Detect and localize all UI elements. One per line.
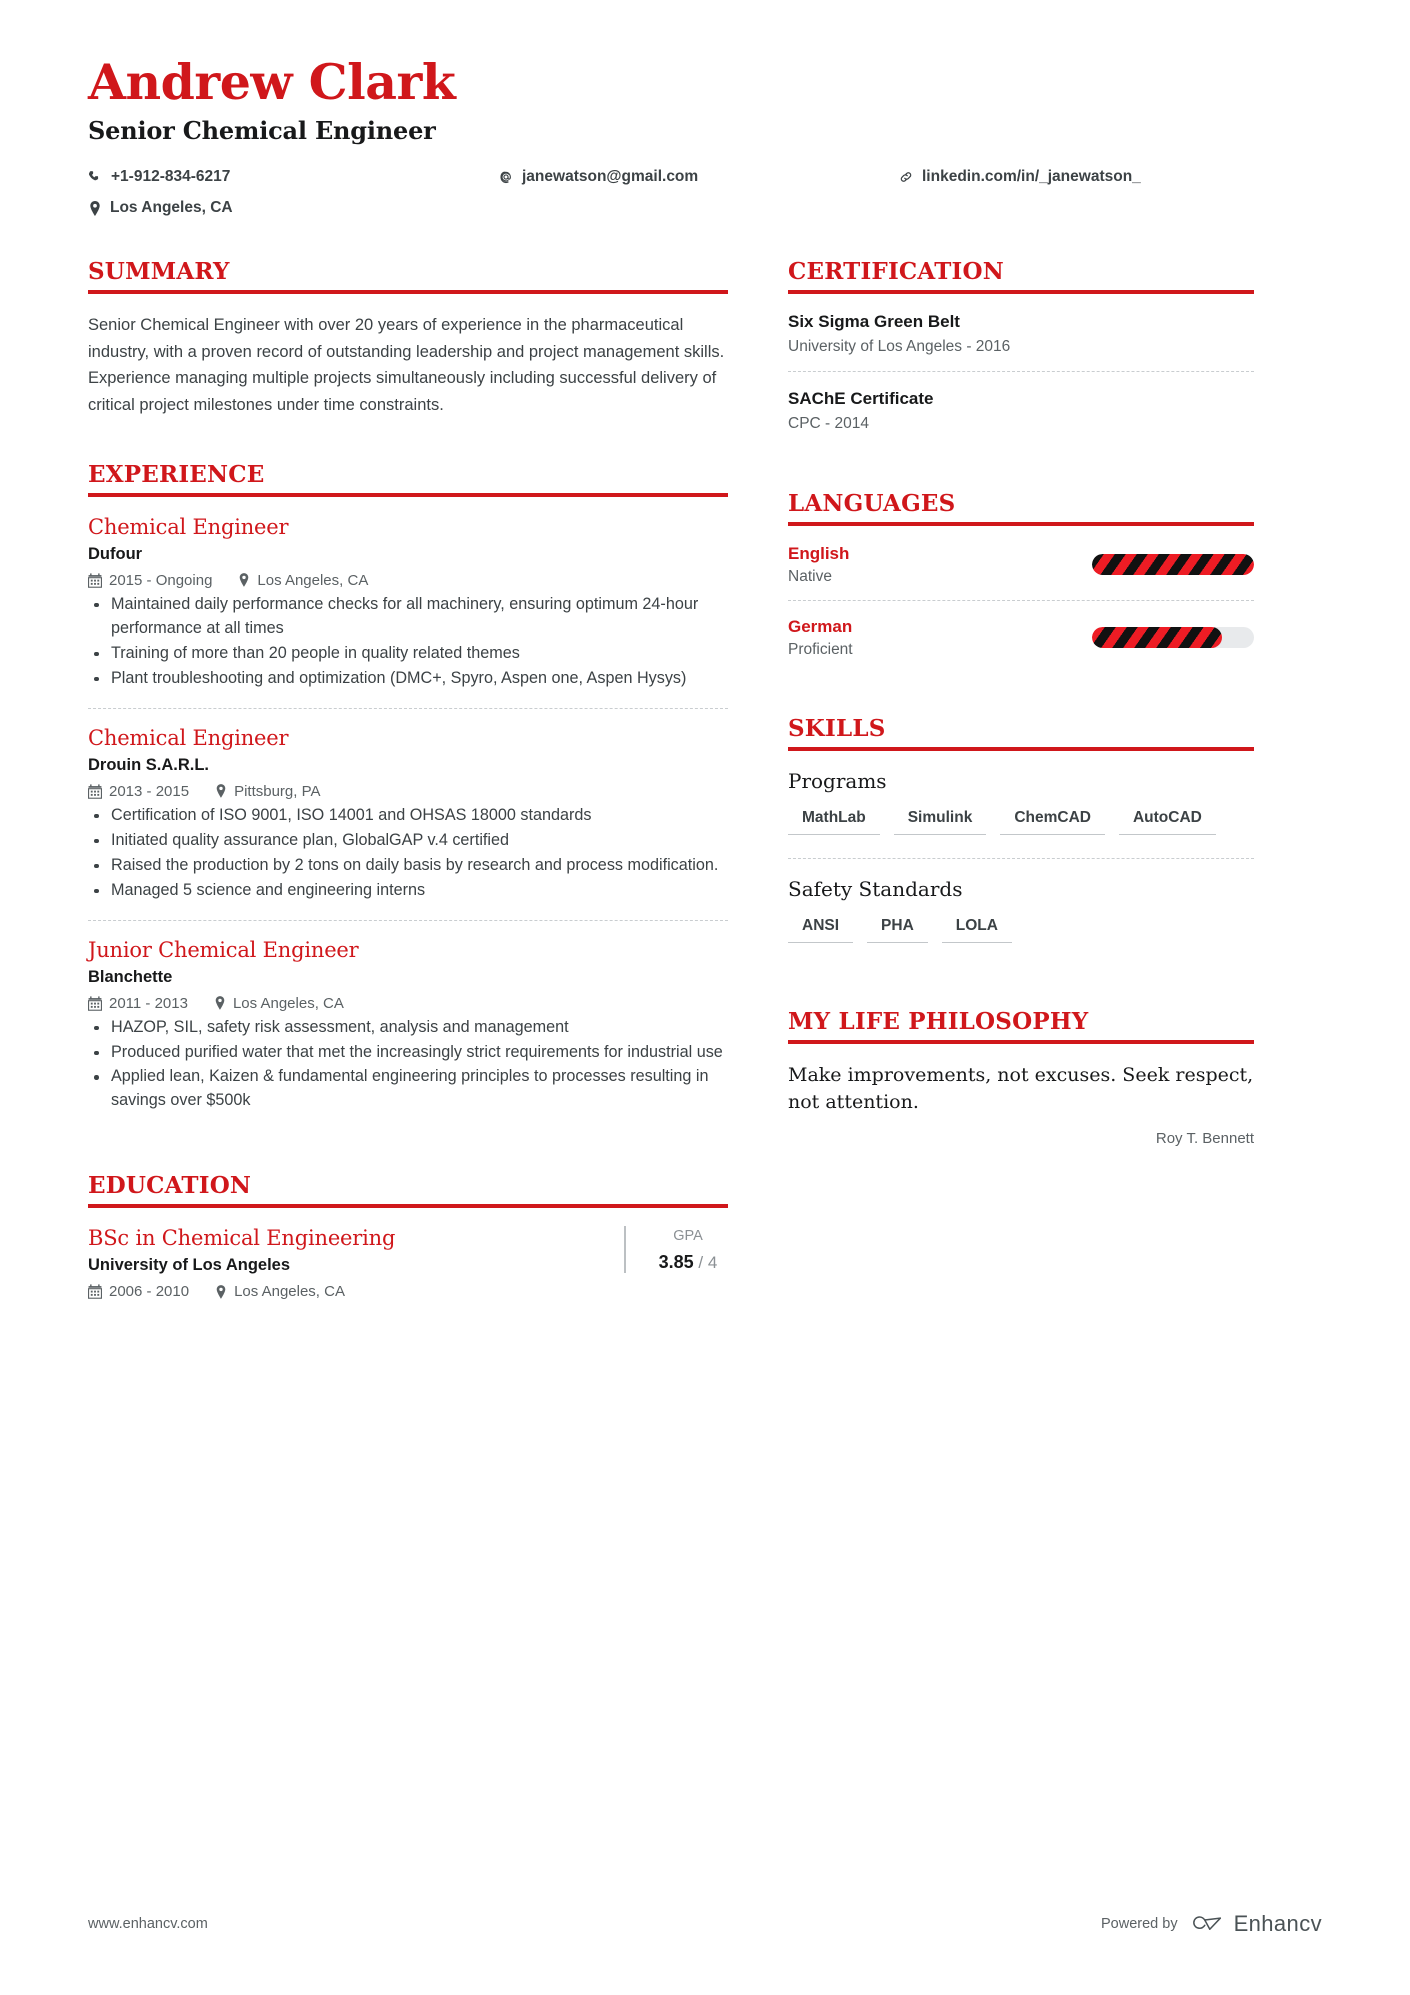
job-meta <box>88 783 728 800</box>
job-company: Drouin S.A.R.L. <box>88 755 209 774</box>
experience-rule <box>88 493 728 497</box>
job-meta <box>88 572 728 589</box>
certification-rule <box>788 290 1254 294</box>
footer-url[interactable]: www.enhancv.com <box>88 1916 208 1932</box>
skill-tag: Simulink <box>894 809 987 835</box>
location-pin-icon <box>215 784 227 798</box>
section-languages <box>788 490 1254 673</box>
education-dates <box>88 1283 189 1300</box>
job-location <box>215 783 320 800</box>
philosophy-author: Roy T. Bennett <box>1155 1129 1254 1147</box>
email-icon <box>498 169 514 185</box>
job-location <box>238 572 368 589</box>
job-bullet: Raised the production by 2 tons on daily basis by research and process modification. <box>88 854 728 878</box>
skills-list <box>788 769 1254 966</box>
experience-heading: EXPERIENCE <box>88 460 265 488</box>
education-list <box>88 1226 728 1304</box>
job-location-text: Los Angeles, CA <box>257 571 369 589</box>
contact-details <box>88 162 1218 224</box>
skill-group <box>788 858 1254 966</box>
link-icon <box>898 169 914 185</box>
right-column <box>788 258 1254 1347</box>
languages-rule <box>788 522 1254 526</box>
language-proficiency-fill <box>1092 554 1254 575</box>
gpa-box <box>624 1226 728 1273</box>
experience-item <box>88 920 728 1131</box>
contact-email-value: janewatson@gmail.com <box>522 168 699 186</box>
job-bullet: Training of more than 20 people in quality related themes <box>88 642 728 666</box>
job-dates <box>88 572 212 589</box>
education-location-text: Los Angeles, CA <box>234 1283 345 1301</box>
contact-linkedin-value: linkedin.com/in/_janewatson_ <box>922 168 1141 186</box>
education-item <box>88 1226 728 1304</box>
skill-group-title: Programs <box>788 768 887 793</box>
philosophy-heading: MY LIFE PHILOSOPHY <box>788 1007 1089 1035</box>
location-pin-icon <box>215 1285 227 1299</box>
skill-tag: MathLab <box>788 809 880 835</box>
language-info <box>788 617 853 659</box>
enhancv-logo-icon <box>1191 1914 1225 1935</box>
contact-linkedin[interactable] <box>898 162 1218 193</box>
job-bullet: Applied lean, Kaizen & fundamental engineering principles to processes resulting in savings over $500k <box>88 1065 728 1113</box>
location-pin-icon <box>238 573 250 587</box>
language-proficiency-bar <box>1092 554 1254 575</box>
job-bullet: Produced purified water that met the increasingly strict requirements for industrial use <box>88 1041 728 1065</box>
language-item <box>788 544 1254 600</box>
job-role: Junior Chemical Engineer <box>88 937 359 962</box>
calendar-icon <box>88 1284 102 1299</box>
education-main <box>88 1226 612 1304</box>
footer-branding <box>1101 1911 1322 1937</box>
resume-body <box>88 258 1322 1347</box>
job-meta <box>88 995 728 1012</box>
contact-phone-value: +1-912-834-6217 <box>111 168 231 186</box>
contact-location-value: Los Angeles, CA <box>110 199 233 217</box>
section-philosophy <box>788 1008 1254 1147</box>
gpa-label: GPA <box>673 1228 703 1245</box>
job-location-text: Pittsburg, PA <box>234 782 321 800</box>
education-rule <box>88 1204 728 1208</box>
powered-by-label: Powered by <box>1101 1916 1178 1932</box>
language-item <box>788 600 1254 673</box>
phone-icon <box>88 170 103 185</box>
contact-email[interactable] <box>498 162 898 193</box>
language-proficiency-fill <box>1092 627 1222 648</box>
gpa-value: 3.85 / 4 <box>658 1252 718 1273</box>
job-dates-text: 2011 - 2013 <box>109 994 188 1012</box>
section-education <box>88 1172 728 1304</box>
skill-tag: LOLA <box>942 917 1012 943</box>
job-company: Blanchette <box>88 967 173 986</box>
certification-name: SAChE Certificate <box>788 388 934 408</box>
job-location-text: Los Angeles, CA <box>232 994 344 1012</box>
philosophy-quote: Make improvements, not excuses. Seek respect, not attention. <box>788 1063 1254 1113</box>
candidate-name: Andrew Clark <box>88 53 456 111</box>
skills-heading: SKILLS <box>788 714 886 742</box>
enhancv-brand <box>1191 1911 1322 1937</box>
section-skills <box>788 715 1254 966</box>
languages-heading: LANGUAGES <box>788 489 956 517</box>
skill-tag: PHA <box>867 917 928 943</box>
certification-list <box>788 312 1254 448</box>
job-bullets <box>88 1016 728 1114</box>
calendar-icon <box>88 996 102 1011</box>
enhancv-brand-name: Enhancv <box>1233 1911 1322 1936</box>
section-certification <box>788 258 1254 448</box>
experience-list <box>88 515 728 1131</box>
resume-header <box>88 53 1322 224</box>
certification-sub: CPC - 2014 <box>788 414 869 432</box>
skill-tag-list <box>788 917 1254 952</box>
skill-group <box>788 769 1254 858</box>
contact-phone[interactable] <box>88 162 498 193</box>
job-dates <box>88 995 188 1012</box>
summary-heading: SUMMARY <box>88 257 230 285</box>
section-summary <box>88 258 728 419</box>
skills-rule <box>788 747 1254 751</box>
job-role: Chemical Engineer <box>88 514 289 539</box>
job-bullet: Plant troubleshooting and optimization (DMC+, Spyro, Aspen one, Aspen Hysys) <box>88 667 728 691</box>
contact-location[interactable] <box>88 193 498 224</box>
skill-tag-list <box>788 809 1254 844</box>
language-proficiency-bar <box>1092 627 1254 648</box>
job-bullet: Certification of ISO 9001, ISO 14001 and OHSAS 18000 standards <box>88 804 728 828</box>
job-dates-text: 2015 - Ongoing <box>109 571 213 589</box>
skill-tag: ANSI <box>788 917 853 943</box>
job-role: Chemical Engineer <box>88 725 289 750</box>
education-location <box>215 1283 345 1300</box>
experience-item <box>88 515 728 708</box>
calendar-icon <box>88 573 102 588</box>
languages-list <box>788 544 1254 673</box>
job-bullets <box>88 593 728 691</box>
education-degree: BSc in Chemical Engineering <box>88 1226 396 1251</box>
certification-name: Six Sigma Green Belt <box>788 311 960 331</box>
education-heading: EDUCATION <box>88 1172 252 1200</box>
language-level: Proficient <box>788 640 853 658</box>
job-company: Dufour <box>88 544 143 563</box>
philosophy-rule <box>788 1040 1254 1044</box>
certification-item <box>788 371 1254 448</box>
location-pin-icon <box>88 201 102 216</box>
job-bullets <box>88 804 728 903</box>
certification-heading: CERTIFICATION <box>788 257 1004 285</box>
job-bullet: Managed 5 science and engineering interns <box>88 879 728 903</box>
section-experience <box>88 461 728 1131</box>
language-level: Native <box>788 567 832 585</box>
experience-item <box>88 708 728 920</box>
skill-group-title: Safety Standards <box>788 876 963 901</box>
job-bullet: HAZOP, SIL, safety risk assessment, analysis and management <box>88 1016 728 1040</box>
left-column <box>88 258 788 1347</box>
education-school: University of Los Angeles <box>88 1256 291 1275</box>
education-dates-text: 2006 - 2010 <box>109 1283 190 1301</box>
calendar-icon <box>88 784 102 799</box>
job-bullet: Maintained daily performance checks for all machinery, ensuring optimum 24-hour performance at all times <box>88 593 728 641</box>
language-info <box>788 544 849 586</box>
summary-text: Senior Chemical Engineer with over 20 years of experience in the pharmaceutical industry, with a proven record of outstanding leadership and project management skills. Experience managing multiple projects simultaneously including successful delivery of critical project milestones under time constraints. <box>88 315 725 415</box>
language-name: German <box>788 616 853 636</box>
summary-rule <box>88 290 728 294</box>
certification-item <box>788 312 1254 371</box>
candidate-job-title: Senior Chemical Engineer <box>88 115 436 145</box>
job-location <box>214 995 344 1012</box>
job-dates <box>88 783 189 800</box>
language-name: English <box>788 543 850 563</box>
education-meta <box>88 1283 612 1300</box>
job-dates-text: 2013 - 2015 <box>109 782 190 800</box>
resume-footer <box>88 1911 1322 1937</box>
location-pin-icon <box>214 996 226 1010</box>
job-bullet: Initiated quality assurance plan, GlobalGAP v.4 certified <box>88 829 728 853</box>
skill-tag: ChemCAD <box>1000 809 1105 835</box>
certification-sub: University of Los Angeles - 2016 <box>788 337 1011 355</box>
skill-tag: AutoCAD <box>1119 809 1216 835</box>
